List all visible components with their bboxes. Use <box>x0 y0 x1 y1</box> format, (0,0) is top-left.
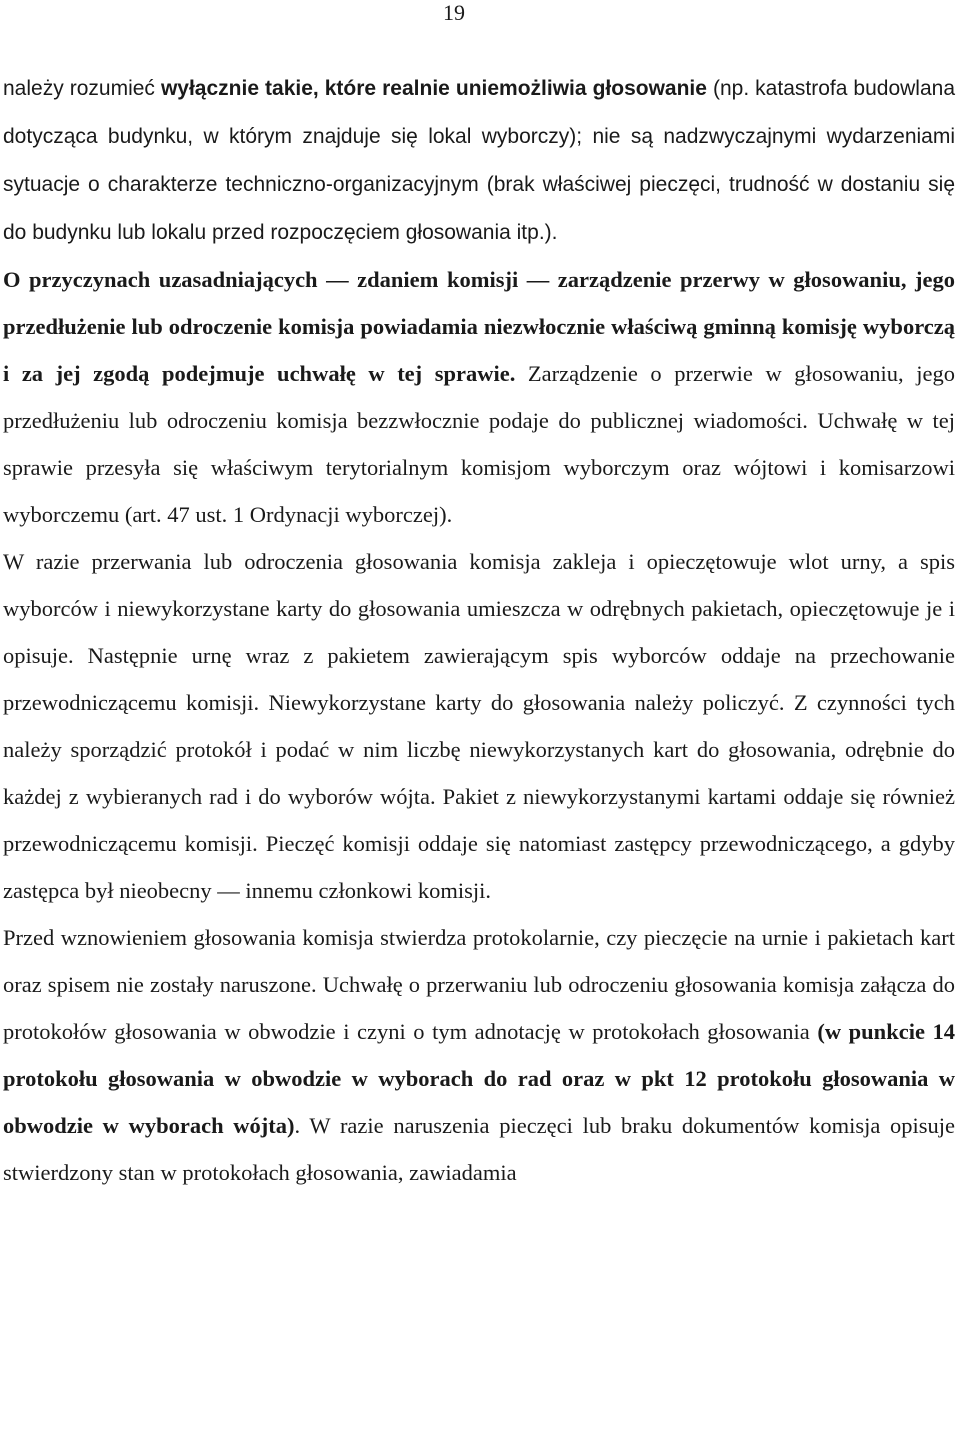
text-segment-bold: (w punkcie 14 protokołu głosowania w obwodzie w wyborach do rad oraz w pkt 12 protokołu głosowania w obwodzie w wyborach wójta) <box>3 1019 955 1138</box>
text-segment: Przed wznowieniem głosowania komisja stwierdza protokolarnie, czy pieczęcie na urnie i pakietach kart oraz spisem nie zostały naruszone. Uchwałę o przerwaniu lub odroczeniu głosowania komisja załącza do protokołów głosowania w obwodzie i czyni o tym adnotację w protokołach głosowania <box>3 925 955 1044</box>
text-segment: W razie przerwania lub odroczenia głosowania komisja zakleja i opieczętowuje wlot urny, a spis wyborców i niewykorzystane karty do głosowania umieszcza w odrębnych pakietach, opieczętowuje je i opisuje. Następnie urnę wraz z pakietem zawierającym spis wyborców oddaje na przechowanie przewodniczącemu komisji. Niewykorzystane karty do głosowania należy policzyć. Z czynności tych należy sporządzić protokół i podać w nim liczbę niewykorzystanych kart do głosowania, odrębnie do każdej z wybieranych rad i do wyborów wójta. Pakiet z niewykorzystanymi kartami oddaje się również przewodniczącemu komisji. Pieczęć komisji oddaje się natomiast zastępcy przewodniczącego, a gdyby zastępca był nieobecny — innemu członkowi komisji. <box>3 549 955 903</box>
paragraph-2 <box>3 256 955 538</box>
document-body <box>3 64 955 1196</box>
text-segment: . W razie naruszenia pieczęci lub braku dokumentów komisja opisuje stwierdzony stan w protokołach głosowania, zawiadamia <box>3 1113 956 1185</box>
text-segment-bold: O przyczynach uzasadniających — zdaniem komisji — zarządzenie przerwy w głosowaniu, jego przedłużenie lub odroczenie komisja powiadamia niezwłocznie właściwą gminną komisję wyborczą i za jej zgodą podejmuje uchwałę w tej sprawie. <box>3 267 955 386</box>
paragraph-3 <box>3 538 955 914</box>
page-number: 19 <box>443 0 465 25</box>
text-segment: (np. katastrofa budowlana dotycząca budynku, w którym znajduje się lokal wyborczy); nie są nadzwyczajnymi wydarzeniami sytuacje o charakterze techniczno-organizacyjnym (brak właściwej pieczęci, trudność w dostaniu się do budynku lub lokalu przed rozpoczęciem głosowania itp.). <box>3 77 956 244</box>
paragraph-4 <box>3 914 955 1196</box>
text-segment: Zarządzenie o przerwie w głosowaniu, jego przedłużeniu lub odroczeniu komisja bezzwłocznie podaje do publicznej wiadomości. Uchwałę w tej sprawie przesyła się właściwym terytorialnym komisjom wyborczym oraz wójtowi i komisarzowi wyborczemu (art. 47 ust. 1 Ordynacji wyborczej). <box>3 361 955 527</box>
paragraph-1 <box>3 64 955 256</box>
text-segment: należy rozumieć <box>3 77 161 100</box>
text-segment-bold: wyłącznie takie, które realnie uniemożliwia głosowanie <box>160 77 707 100</box>
